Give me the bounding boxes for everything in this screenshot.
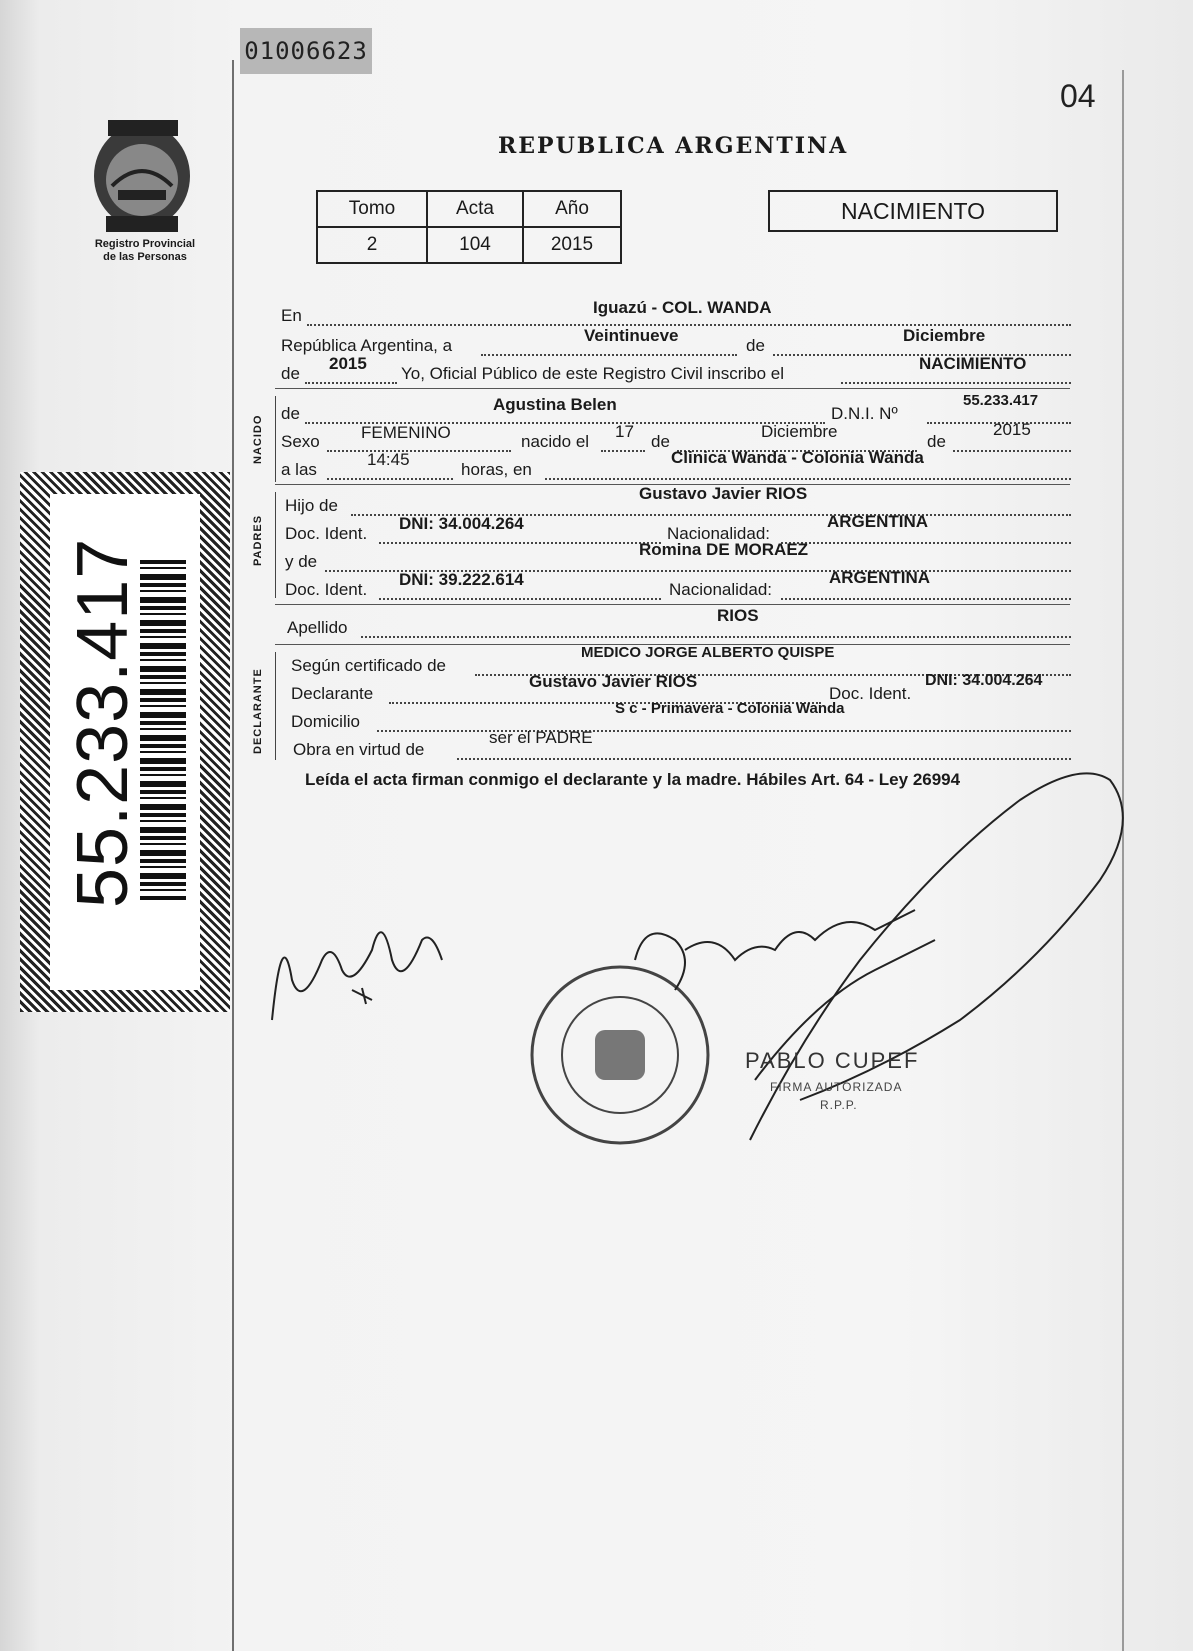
dotted-fill — [601, 450, 645, 452]
yo-text: Yo, Oficial Público de este Registro Civil inscribo el — [401, 364, 784, 383]
official-title: FIRMA AUTORIZADA — [770, 1080, 903, 1094]
registry-value-row — [317, 227, 621, 263]
father-name-value: Gustavo Javier RIOS — [639, 484, 808, 503]
registry-table — [316, 190, 622, 264]
nacionalidad-label: Nacionalidad: — [669, 580, 773, 599]
left-margin-line — [232, 60, 234, 1651]
de-label: de — [281, 404, 300, 423]
dotted-fill — [781, 598, 1071, 600]
year-value: 2015 — [329, 354, 367, 373]
declarante-label: Declarante — [291, 684, 374, 703]
birth-year-value: 2015 — [993, 420, 1031, 439]
mother-doc-line — [281, 568, 1071, 602]
dotted-fill — [327, 450, 511, 452]
birth-place-value: Clinica Wanda - Colonia Wanda — [671, 448, 924, 467]
day-value: Veintinueve — [584, 326, 679, 345]
obra-label: Obra en virtud de — [293, 740, 425, 759]
hijo-de-label: Hijo de — [285, 496, 338, 515]
child-name-value: Agustina Belen — [493, 395, 617, 414]
y-de-label: y de — [285, 552, 318, 571]
declarant-doc-value: DNI: 34.004.264 — [925, 672, 1043, 689]
de-label: de — [927, 432, 946, 451]
official-name: PABLO CUPEF — [745, 1048, 920, 1073]
logo-caption-line2: de las Personas — [103, 251, 187, 263]
doc-ident-label: Doc. Ident. — [285, 524, 368, 543]
place-value: Iguazú - COL. WANDA — [593, 298, 772, 317]
sticker-dni-number: 55.233.417 — [63, 537, 143, 908]
month-value: Diciembre — [903, 326, 986, 345]
acta-header: Acta — [427, 191, 523, 227]
dotted-fill — [545, 478, 1071, 480]
surname-value: RIOS — [717, 606, 759, 625]
document-title: REPUBLICA ARGENTINA — [498, 133, 849, 159]
sexo-value: FEMENINO — [361, 423, 451, 442]
a-las-label: a las — [281, 460, 317, 479]
tomo-value: 2 — [317, 227, 427, 263]
section-bar — [275, 396, 276, 482]
dotted-fill — [379, 598, 661, 600]
mother-nat-value: ARGENTINA — [829, 568, 931, 587]
dotted-fill — [377, 730, 1071, 732]
sexo-label: Sexo — [281, 432, 320, 451]
father-nat-value: ARGENTINA — [827, 512, 929, 531]
mother-name-value: Romina DE MORAEZ — [639, 540, 809, 559]
tomo-header: Tomo — [317, 191, 427, 227]
birth-time-value: 14:45 — [367, 450, 410, 469]
domicilio-label: Domicilio — [291, 712, 360, 731]
doc-ident-label: Doc. Ident. — [285, 580, 368, 599]
section-bar — [275, 652, 276, 760]
time-place-line — [281, 448, 1071, 482]
acta-value: 104 — [427, 227, 523, 263]
dotted-fill — [781, 542, 1071, 544]
dotted-fill — [841, 382, 1071, 384]
official-initials: R.P.P. — [820, 1098, 858, 1112]
act-type-box: NACIMIENTO — [768, 190, 1058, 232]
logo-caption — [70, 238, 220, 264]
dotted-fill — [305, 382, 397, 384]
nacionalidad-label: Nacionalidad: — [667, 524, 771, 543]
event-value: NACIMIENTO — [919, 354, 1027, 373]
closing-statement: Leída el acta firman conmigo el declarante y la madre. Hábiles Art. 64 - Ley 26994 — [305, 770, 961, 789]
page-number: 04 — [1060, 78, 1096, 114]
capacity-value: ser el PADRE — [489, 728, 593, 747]
republica-label: República Argentina, a — [281, 336, 453, 355]
official-signature — [740, 740, 1150, 1160]
serial-number: 01006623 — [240, 28, 372, 74]
section-divider — [275, 604, 1070, 605]
dni-label: D.N.I. Nº — [831, 404, 898, 423]
address-value: S c - Primavera - Colonia Wanda — [615, 700, 845, 717]
address-line — [281, 700, 1071, 734]
declarante-section-label: DECLARANTE — [252, 668, 264, 754]
de-label: de — [651, 432, 670, 451]
de-label: de — [281, 364, 300, 383]
anio-value: 2015 — [523, 227, 621, 263]
nacido-section-label: NACIDO — [252, 414, 264, 464]
apellido-label: Apellido — [287, 618, 348, 637]
cert-value: MEDICO JORGE ALBERTO QUISPE — [581, 644, 835, 661]
registry-header-row — [317, 191, 621, 227]
en-label: En — [281, 306, 302, 325]
year-line — [281, 354, 1071, 386]
section-divider — [275, 388, 1070, 389]
padres-section-label: PADRES — [252, 514, 264, 566]
dotted-fill — [953, 450, 1071, 452]
dotted-fill — [481, 354, 737, 356]
dotted-fill — [361, 636, 1071, 638]
nacido-el-label: nacido el — [521, 432, 590, 451]
doc-ident-label: Doc. Ident. — [829, 684, 912, 703]
surname-line — [281, 606, 1071, 640]
dotted-fill — [327, 478, 453, 480]
birth-day-value: 17 — [615, 422, 634, 441]
section-bar — [275, 492, 276, 598]
horas-label: horas, en — [461, 460, 532, 479]
declarant-signature — [262, 900, 462, 1040]
logo-caption-line1: Registro Provincial — [94, 238, 196, 250]
dotted-fill — [379, 542, 661, 544]
barcode — [140, 560, 186, 900]
father-doc-value: DNI: 34.004.264 — [399, 514, 524, 533]
place-line — [281, 298, 1071, 328]
birth-month-value: Diciembre — [761, 422, 838, 441]
declarant-name-value: Gustavo Javier RIOS — [529, 672, 698, 691]
child-dni-value: 55.233.417 — [963, 392, 1039, 409]
de-label: de — [746, 336, 765, 355]
cert-label: Según certificado de — [291, 656, 446, 675]
anio-header: Año — [523, 191, 621, 227]
mother-doc-value: DNI: 39.222.614 — [399, 570, 524, 589]
